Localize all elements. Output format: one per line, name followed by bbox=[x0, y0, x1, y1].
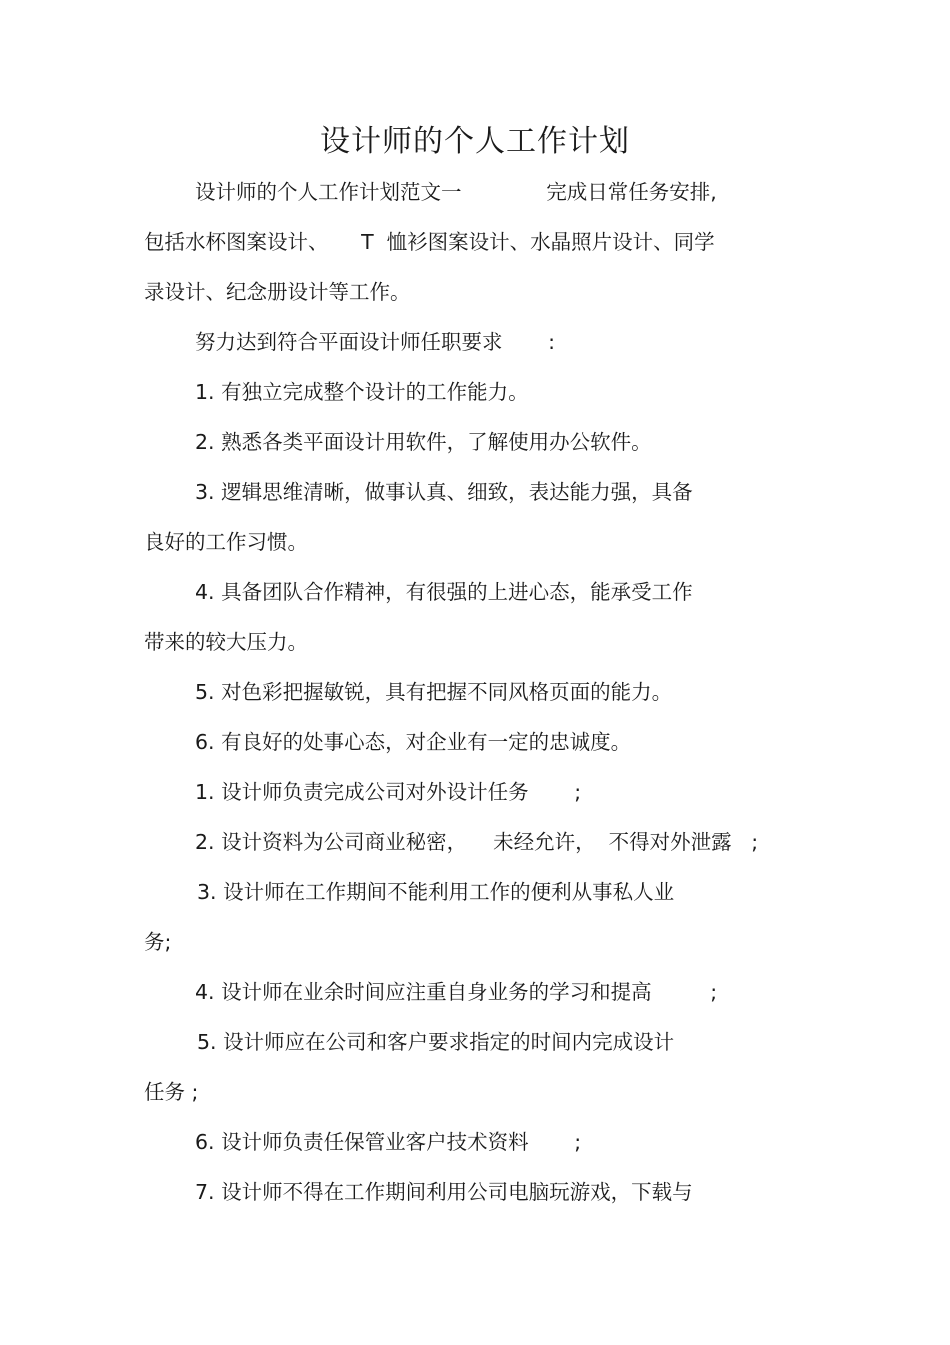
list-item: 1. 设计师负责完成公司对外设计任务 ; bbox=[195, 780, 582, 804]
list-item: 1. 有独立完成整个设计的工作能力。 bbox=[195, 380, 529, 404]
list-item-continuation: 良好的工作习惯。 bbox=[144, 530, 308, 554]
list-item: 4. 设计师在业余时间应注重自身业务的学习和提高 ; bbox=[195, 980, 718, 1004]
list-item: 3. 逻辑思维清晰，做事认真、细致，表达能力强，具备 bbox=[195, 480, 693, 504]
list-item: 6. 设计师负责任保管业客户技术资料 ; bbox=[195, 1130, 582, 1154]
list-item: 5. 对色彩把握敏锐，具有把握不同风格页面的能力。 bbox=[195, 680, 673, 704]
list-item-continuation: 务; bbox=[144, 930, 172, 954]
list-item: 4. 具备团队合作精神，有很强的上进心态，能承受工作 bbox=[195, 580, 693, 604]
paragraph-line: 努力达到符合平面设计师任职要求 : bbox=[195, 330, 556, 354]
list-item-continuation: 带来的较大压力。 bbox=[144, 630, 308, 654]
list-item: 2. 设计资料为公司商业秘密， 未经允许， 不得对外泄露 ; bbox=[195, 830, 759, 854]
list-item-continuation: 任务 ; bbox=[144, 1080, 199, 1104]
list-item: 6. 有良好的处事心态，对企业有一定的忠诚度。 bbox=[195, 730, 632, 754]
paragraph-line: 包括水杯图案设计、 T 恤衫图案设计、水晶照片设计、同学 bbox=[144, 230, 715, 254]
paragraph-line: 设计师的个人工作计划范文一 完成日常任务安排, bbox=[195, 180, 717, 204]
list-item: 7. 设计师不得在工作期间利用公司电脑玩游戏，下载与 bbox=[195, 1180, 693, 1204]
list-item: 5. 设计师应在公司和客户要求指定的时间内完成设计 bbox=[197, 1030, 675, 1054]
list-item: 3. 设计师在工作期间不能利用工作的便利从事私人业 bbox=[197, 880, 675, 904]
paragraph-line: 录设计、纪念册设计等工作。 bbox=[144, 280, 411, 304]
document-title: 设计师的个人工作计划 bbox=[320, 124, 630, 159]
list-item: 2. 熟悉各类平面设计用软件，了解使用办公软件。 bbox=[195, 430, 652, 454]
